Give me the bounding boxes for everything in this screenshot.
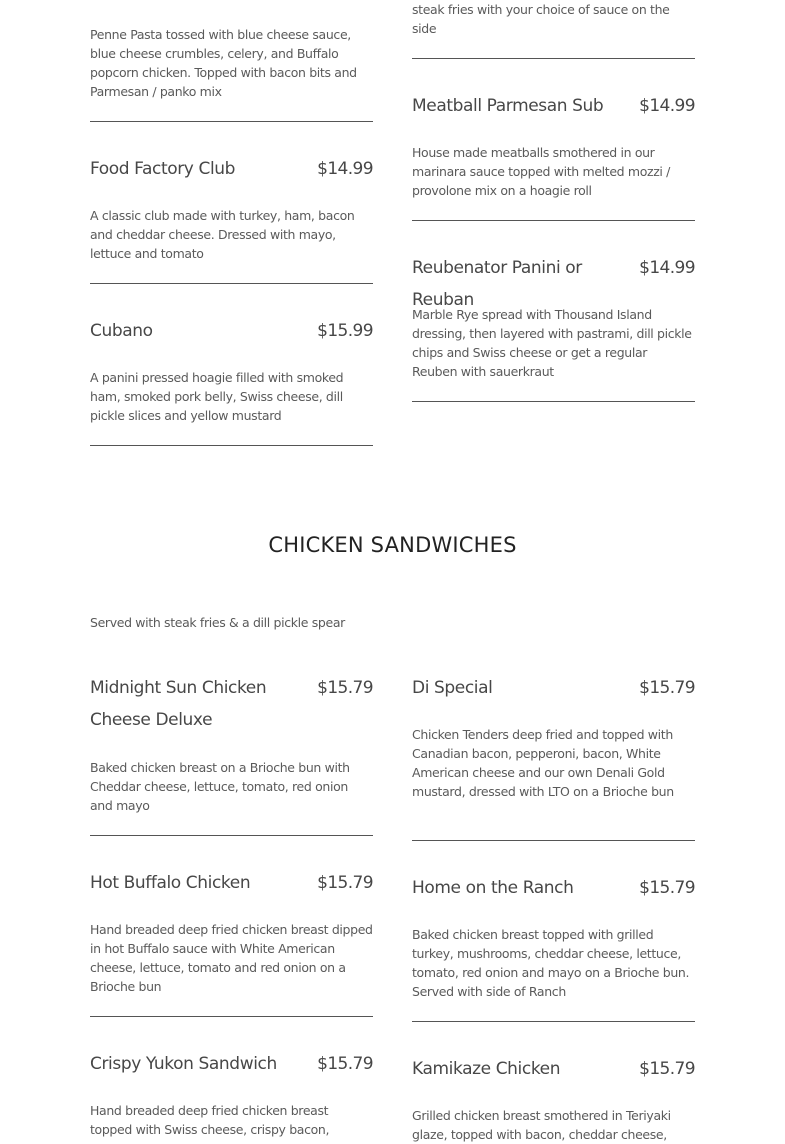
menu-item-description: A classic club made with turkey, ham, bacon and cheddar cheese. Dressed with mayo, lettuce and tomato: [90, 208, 355, 261]
menu-item-header: [90, 1048, 373, 1080]
menu-item-header: [90, 867, 373, 899]
menu-item-description: House made meatballs smothered in our marinara sauce topped with melted mozzi / provolone mix on a hoagie roll: [412, 145, 671, 198]
menu-item-description: Chicken Tenders deep fried and topped with Canadian bacon, pepperoni, bacon, White American cheese and our own Denali Gold mustard, dressed with LTO on a Brioche bun: [412, 727, 674, 799]
menu-item-description: Penne Pasta tossed with blue cheese sauce, blue cheese crumbles, celery, and Buffalo popcorn chicken. Topped with bacon bits and Parmesan / panko mix: [90, 27, 357, 99]
menu-item-header: [90, 672, 373, 736]
menu-item-price: $15.79: [639, 678, 695, 698]
menu-item-name: Home on the Ranch: [412, 878, 574, 898]
menu-item-header: [90, 153, 373, 185]
divider: [90, 445, 373, 446]
menu-item-description: Grilled chicken breast smothered in Teriyaki glaze, topped with bacon, cheddar cheese,: [412, 1108, 671, 1142]
menu-item-header: [412, 872, 695, 904]
menu-item-name: Hot Buffalo Chicken: [90, 873, 251, 893]
divider: [90, 283, 373, 284]
menu-item-header: [412, 90, 695, 122]
divider: [412, 58, 695, 59]
menu-item-crispy-yukon-sandwich: [90, 1048, 373, 1080]
menu-item-description: Hand breaded deep fried chicken breast topped with Swiss cheese, crispy bacon,: [90, 1103, 330, 1137]
divider: [90, 1016, 373, 1017]
divider: [90, 121, 373, 122]
menu-item-header: [90, 315, 373, 347]
menu-item-price: $15.79: [317, 678, 373, 698]
menu-item-price: $14.99: [639, 258, 695, 278]
section-note: Served with steak fries & a dill pickle spear: [90, 615, 345, 630]
menu-item-price: $15.99: [317, 321, 373, 341]
menu-item-name: Midnight Sun Chicken Cheese Deluxe: [90, 678, 267, 730]
menu-item-home-on-the-ranch: [412, 872, 695, 904]
menu-item-price: $15.79: [639, 878, 695, 898]
menu-item-name: Food Factory Club: [90, 159, 236, 179]
menu-item-kamikaze-chicken: [412, 1053, 695, 1085]
menu-item-name: Meatball Parmesan Sub: [412, 96, 604, 116]
menu-item-di-special: [412, 672, 695, 704]
menu-item-description: Hand breaded deep fried chicken breast dipped in hot Buffalo sauce with White American cheese, lettuce, tomato and red onion on a Brioche bun: [90, 922, 373, 994]
menu-item-description: steak fries with your choice of sauce on the side: [412, 2, 670, 36]
menu-item-price: $15.79: [639, 1059, 695, 1079]
menu-item-description: Marble Rye spread with Thousand Island dressing, then layered with pastrami, dill pickle chips and Swiss cheese or get a regular Reuben with sauerkraut: [412, 307, 692, 379]
menu-item-name: Reubenator Panini or Reuban: [412, 258, 582, 310]
menu-item-price: $14.99: [639, 96, 695, 116]
divider: [90, 835, 373, 836]
divider: [412, 220, 695, 221]
menu-item-meatball-parmesan-sub: [412, 90, 695, 122]
menu-item-price: $15.79: [317, 1054, 373, 1074]
menu-item-name: Cubano: [90, 321, 153, 341]
menu-item-cubano: [90, 315, 373, 347]
menu-item-header: [412, 672, 695, 704]
menu-item-description: A panini pressed hoagie filled with smoked ham, smoked pork belly, Swiss cheese, dill pickle slices and yellow mustard: [90, 370, 344, 423]
menu-item-name: Kamikaze Chicken: [412, 1059, 561, 1079]
menu-item-name: Di Special: [412, 678, 493, 698]
divider: [412, 1021, 695, 1022]
menu-item-header: [412, 1053, 695, 1085]
divider: [412, 840, 695, 841]
menu-item-food-factory-club: [90, 153, 373, 185]
menu-item-price: $14.99: [317, 159, 373, 179]
section-title: CHICKEN SANDWICHES: [268, 533, 517, 557]
menu-item-name: Crispy Yukon Sandwich: [90, 1054, 277, 1074]
menu-item-hot-buffalo-chicken: [90, 867, 373, 899]
menu-item-price: $15.79: [317, 873, 373, 893]
menu-item-description: Baked chicken breast on a Brioche bun with Cheddar cheese, lettuce, tomato, red onion and mayo: [90, 760, 350, 813]
divider: [412, 401, 695, 402]
menu-item-midnight-sun-chicken: [90, 672, 373, 736]
menu-item-description: Baked chicken breast topped with grilled turkey, mushrooms, cheddar cheese, lettuce, tomato, red onion and mayo on a Brioche bun. Served with side of Ranch: [412, 927, 690, 999]
